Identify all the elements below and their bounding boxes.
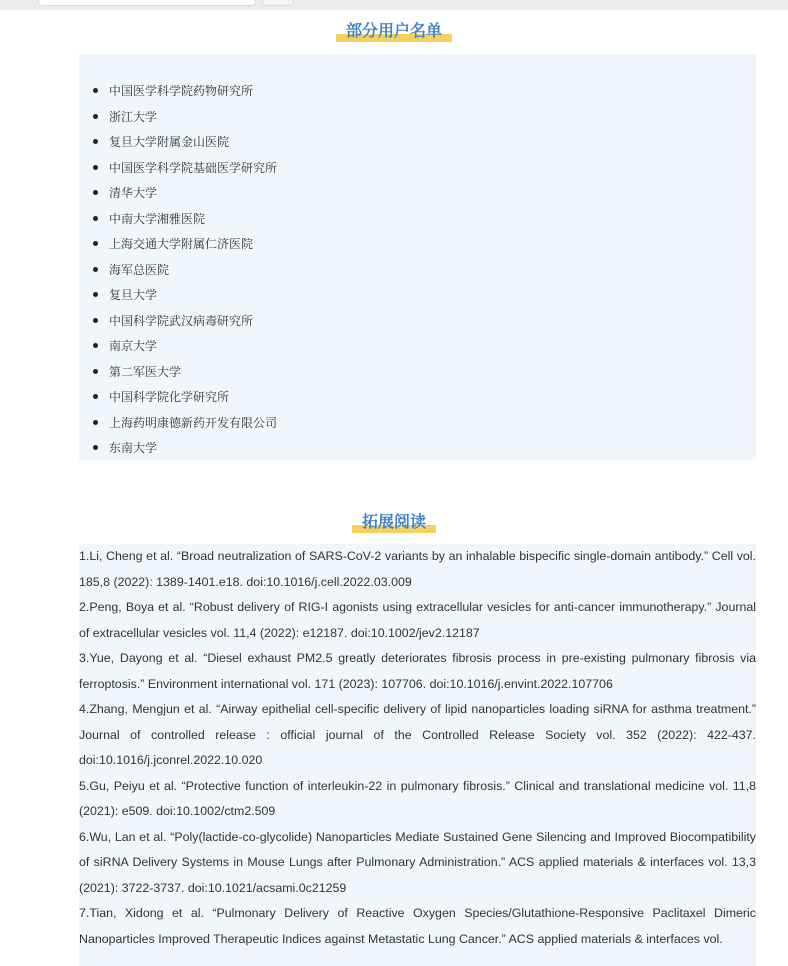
reference-item: 2.Peng, Boya et al. “Robust delivery of RIG-I agonists using extracellular vesicles for anti-cancer immunotherapy.” Journal of extracellular vesicles vol. 11,4 (2022): e12187. doi:10.1002/jev2.12187: [79, 600, 756, 640]
reference-item: 5.Gu, Peiyu et al. “Protective function of interleukin-22 in pulmonary fibrosis.” Clinical and translational medicine vol. 11,8 (2021): e509. doi:10.1002/ctm2.509: [79, 778, 756, 818]
users-section-header: [0, 20, 788, 42]
list-item: 上海药明康德新药开发有限公司: [79, 412, 277, 438]
list-item: 南京大学: [79, 335, 277, 361]
list-item: 复旦大学附属金山医院: [79, 131, 277, 157]
bullet-icon: [93, 190, 98, 195]
bullet-icon: [93, 343, 98, 348]
bullet-icon: [93, 445, 98, 450]
list-item: 中南大学湘雅医院: [79, 208, 277, 234]
list-item: 海军总医院: [79, 259, 277, 285]
bullet-icon: [93, 241, 98, 246]
search-button[interactable]: [262, 0, 294, 6]
reading-section-header: [0, 511, 788, 533]
bullet-icon: [93, 267, 98, 272]
list-item: 中国科学院武汉病毒研究所: [79, 310, 277, 336]
list-item: 中国医学科学院基础医学研究所: [79, 157, 277, 183]
list-item: 清华大学: [79, 182, 277, 208]
users-list-panel: [79, 54, 756, 460]
list-item: 中国医学科学院药物研究所: [79, 80, 277, 106]
bullet-icon: [93, 420, 98, 425]
top-toolbar-strip: [0, 0, 788, 10]
reference-item: 3.Yue, Dayong et al. “Diesel exhaust PM2.5 greatly deteriorates fibrosis process in pre-existing pulmonary fibrosis via ferroptosis.” Environment international vol. 171 (2023): 107706. doi:10.1016/j.envint.2022.107706: [79, 651, 756, 691]
reading-section-title: 拓展阅读: [358, 511, 430, 533]
search-input[interactable]: [38, 0, 256, 6]
users-section-title: 部分用户名单: [342, 20, 446, 42]
bullet-icon: [93, 216, 98, 221]
bullet-icon: [93, 394, 98, 399]
list-item: 东南大学: [79, 437, 277, 463]
reference-item: 6.Wu, Lan et al. “Poly(lactide-co-glycolide) Nanoparticles Mediate Sustained Gene Silencing and Improved Biocompatibility of siRNA Delivery Systems in Mouse Lungs after Pulmonary Administration.” ACS applied materials & interfaces vol. 13,3 (2021): 3722-3737. doi:10.1021/acsami.0c21259: [79, 829, 756, 895]
references-panel: [79, 544, 756, 966]
bullet-icon: [93, 114, 98, 119]
bullet-icon: [93, 139, 98, 144]
bullet-icon: [93, 369, 98, 374]
users-list: [79, 80, 277, 463]
bullet-icon: [93, 318, 98, 323]
bullet-icon: [93, 292, 98, 297]
bullet-icon: [93, 165, 98, 170]
reference-item: 4.Zhang, Mengjun et al. “Airway epithelial cell-specific delivery of lipid nanoparticles loading siRNA for asthma treatment.” Journal of controlled release : official journal of the Controlled Release Society vol. 352 (2022): 422-437. doi:10.1016/j.jconrel.2022.10.020: [79, 702, 756, 767]
list-item: 第二军医大学: [79, 361, 277, 387]
bullet-icon: [93, 88, 98, 93]
list-item: 浙江大学: [79, 106, 277, 132]
list-item: 中国科学院化学研究所: [79, 386, 277, 412]
list-item: 复旦大学: [79, 284, 277, 310]
list-item: 上海交通大学附属仁济医院: [79, 233, 277, 259]
reference-item: 7.Tian, Xidong et al. “Pulmonary Delivery of Reactive Oxygen Species/Glutathione-Responsive Paclitaxel Dimeric Nanoparticles Improved Therapeutic Indices against Metastatic Lung Cancer.” ACS applied materials & interfaces vol.: [79, 906, 756, 946]
reference-item: 1.Li, Cheng et al. “Broad neutralization of SARS-CoV-2 variants by an inhalable bispecific single-domain antibody.” Cell vol. 185,8 (2022): 1389-1401.e18. doi:10.1016/j.cell.2022.03.009: [79, 549, 756, 589]
